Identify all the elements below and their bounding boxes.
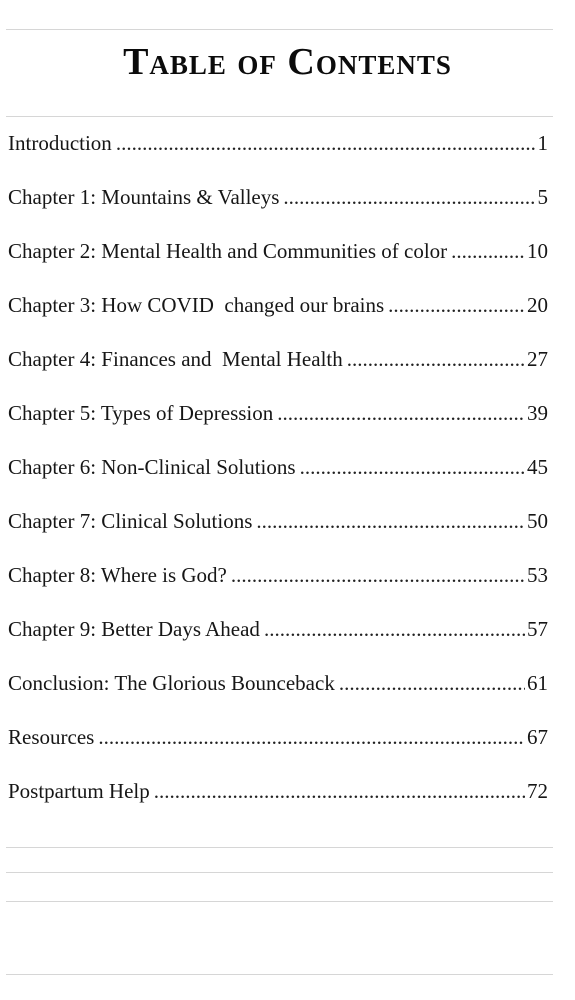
bottom-divider-2	[6, 872, 553, 873]
toc-entry-page: 27	[527, 346, 548, 371]
dot-leader	[388, 293, 525, 317]
dot-leader	[154, 779, 525, 803]
toc-entry-resources[interactable]	[8, 710, 548, 764]
table-of-contents	[8, 116, 548, 818]
toc-entry-label: Resources	[8, 724, 95, 749]
toc-entry-postpartum-help[interactable]	[8, 764, 548, 818]
toc-entry-label: Chapter 8: Where is God?	[8, 562, 227, 587]
toc-entry-chapter-1[interactable]	[8, 170, 548, 224]
toc-entry-page: 5	[537, 184, 548, 209]
toc-entry-label: Chapter 1: Mountains & Valleys	[8, 184, 280, 209]
toc-entry-page: 53	[527, 562, 548, 587]
dot-leader	[116, 131, 536, 155]
toc-entry-page: 20	[527, 292, 548, 317]
toc-entry-label: Chapter 4: Finances and Mental Health	[8, 346, 343, 371]
toc-entry-label: Chapter 7: Clinical Solutions	[8, 508, 253, 533]
dot-leader	[277, 401, 525, 425]
toc-entry-chapter-4[interactable]	[8, 332, 548, 386]
toc-entry-label: Postpartum Help	[8, 778, 150, 803]
top-divider	[6, 29, 553, 30]
toc-entry-page: 57	[527, 616, 548, 641]
toc-entry-label: Chapter 2: Mental Health and Communities of color	[8, 238, 448, 263]
dot-leader	[347, 347, 525, 371]
dot-leader	[300, 455, 525, 479]
toc-entry-label: Conclusion: The Glorious Bounceback	[8, 670, 335, 695]
toc-entry-page: 72	[527, 778, 548, 803]
toc-entry-page: 50	[527, 508, 548, 533]
dot-leader	[339, 671, 525, 695]
toc-entry-conclusion[interactable]	[8, 656, 548, 710]
toc-entry-page: 67	[527, 724, 548, 749]
toc-entry-page: 10	[527, 238, 548, 263]
toc-entry-chapter-6[interactable]	[8, 440, 548, 494]
toc-entry-label: Introduction	[8, 130, 112, 155]
page-title: Table of Contents	[123, 41, 452, 83]
toc-entry-page: 45	[527, 454, 548, 479]
dot-leader	[264, 617, 525, 641]
toc-entry-chapter-2[interactable]	[8, 224, 548, 278]
toc-entry-introduction[interactable]	[8, 116, 548, 170]
dot-leader	[256, 509, 525, 533]
toc-entry-chapter-7[interactable]	[8, 494, 548, 548]
toc-entry-page: 1	[537, 130, 548, 155]
dot-leader	[98, 725, 525, 749]
toc-entry-chapter-5[interactable]	[8, 386, 548, 440]
toc-entry-label: Chapter 6: Non-Clinical Solutions	[8, 454, 296, 479]
dot-leader	[283, 185, 535, 209]
toc-entry-label: Chapter 5: Types of Depression	[8, 400, 274, 425]
toc-entry-label: Chapter 3: How COVID changed our brains	[8, 292, 385, 317]
toc-entry-chapter-9[interactable]	[8, 602, 548, 656]
toc-entry-chapter-3[interactable]	[8, 278, 548, 332]
toc-entry-label: Chapter 9: Better Days Ahead	[8, 616, 260, 641]
bottom-divider-4	[6, 974, 553, 975]
bottom-divider-3	[6, 901, 553, 902]
toc-entry-page: 61	[527, 670, 548, 695]
toc-entry-page: 39	[527, 400, 548, 425]
dot-leader	[451, 239, 525, 263]
toc-entry-chapter-8[interactable]	[8, 548, 548, 602]
dot-leader	[231, 563, 525, 587]
bottom-divider-1	[6, 847, 553, 848]
